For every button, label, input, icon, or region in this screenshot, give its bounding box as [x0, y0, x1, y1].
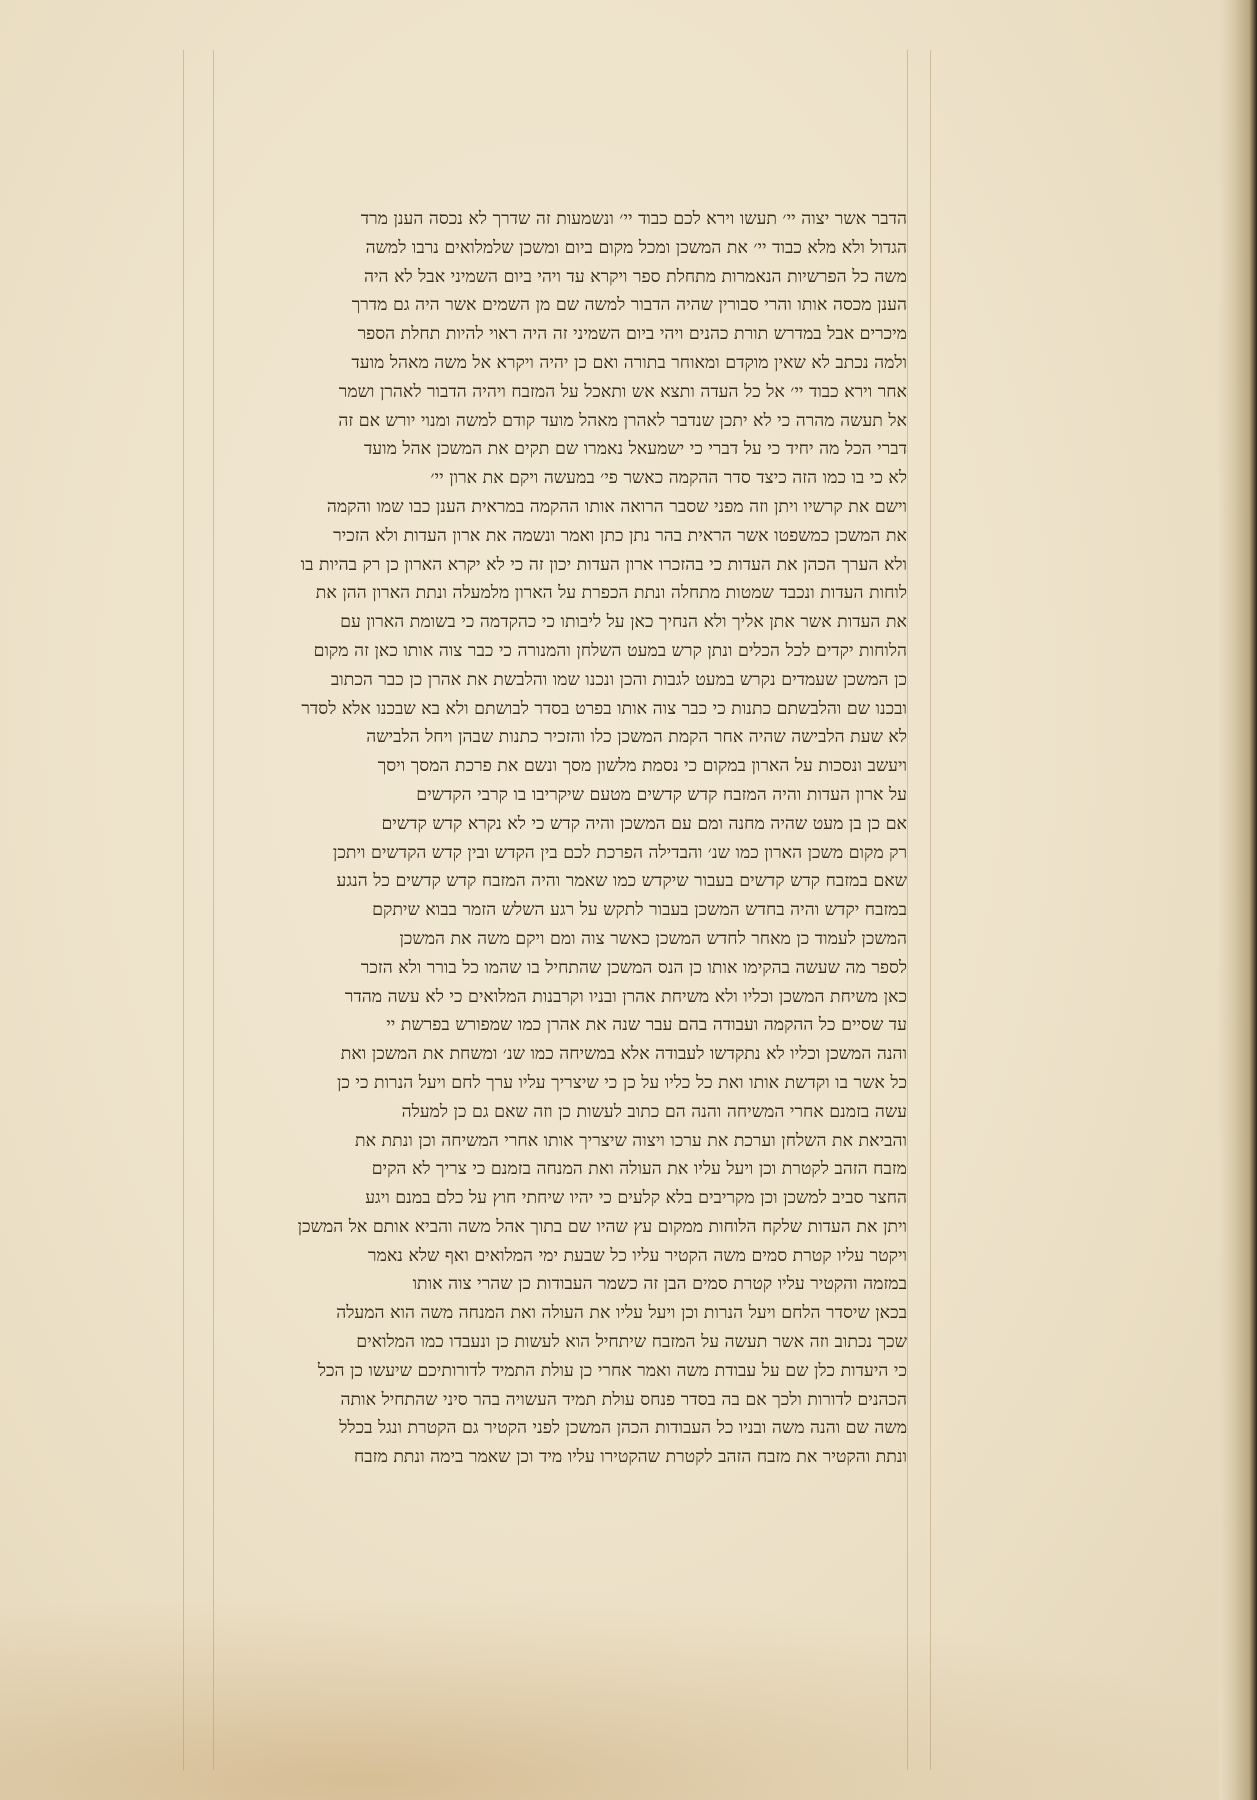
- manuscript-line: כל אשר בו וקדשת אותו ואת כל כליו על כן כי שיצריך עליו ערך לחם ויעל הנרות כי כן: [336, 1072, 907, 1093]
- manuscript-line: לספר מה שעשה בהקימו אותו כן הנס המשכן שהתחיל בו שהמו כל בורר ולא הזכר: [360, 957, 907, 978]
- manuscript-line: ולמה נכתב לא שאין מוקדם ומאוחר בתורה ואם כן יהיה ויקרא אל משה מאהל מועד: [351, 352, 907, 373]
- manuscript-line: את העדות אשר אתן אליך ולא הנחיך כאן על ליבותו כי כהקדמה כי בשומת הארון עם: [340, 612, 907, 633]
- manuscript-line: ויקטר עליו קטרת סמים משה הקטיר עליו כל שבעת ימי המלואים ואף שלא נאמר: [368, 1245, 907, 1266]
- manuscript-line: ובכנו שם והלבשתם כתנות כי כבר צוה אותו בפרט בסדר לבושתם ולא בא שבכנו אלא לסדר: [301, 698, 907, 719]
- manuscript-line: במזמה והקטיר עליו קטרת סמים הבן זה כשמר העבודות כן שהרי צוה אותו: [412, 1274, 907, 1295]
- manuscript-line: כאן משיחת המשכן וכליו ולא משיחת אהרן ובניו וקרבנות המלואים כי לא עשה מהדר: [344, 986, 907, 1007]
- manuscript-line: הגדול ולא מלא כבוד יי׳ את המשכן ומכל מקום ביום ומשכן שלמלואים נרבו למשה: [365, 237, 907, 258]
- manuscript-line: ויעשב ונסכות על הארון במקום כי נסמת מלשון מסך ונשם את פרכת המסך ויסך: [377, 756, 907, 777]
- manuscript-line: כן המשכן שעמדים נקרש במעט לגבות והכן ונכנו שמו והלבשת את אהרן כן כבר הכתוב: [330, 669, 907, 690]
- manuscript-line: דברי הכל מה יחיד כי על דברי כי ישמעאל נאמרו שם תקים את המשכן אהל מועד: [363, 439, 907, 460]
- manuscript-line: משה כל הפרשיות הנאמרות מתחלת ספר ויקרא עד ויהי ביום השמיני אבל לא היה: [363, 266, 907, 287]
- manuscript-line: על ארון העדות והיה המזבח קדש קדשים מטעם שיקריבו בו קרבי הקדשים: [416, 784, 907, 805]
- manuscript-line: משה שם והנה משה ובניו כל העבודות הכהן המשכן לפני הקטיר גם הקטרת ונגל בכלל: [339, 1418, 907, 1439]
- manuscript-line: בכאן שיסדר הלחם ויעל הנרות וכן ויעל עליו את העולה ואת המנחה משה הוא המעלה: [336, 1303, 907, 1324]
- manuscript-line: והנה המשכן וכליו לא נתקדשו לעבודה אלא במשיחה כמו שנ׳ ומשחת את המשכן ואת: [340, 1044, 907, 1065]
- ruling-line-outer-right: [930, 50, 931, 1770]
- manuscript-line: אם כן בן מעט שהיה מחנה ומם עם המשכן והיה קדש כי לא נקרא קדש קדשים: [381, 813, 907, 834]
- manuscript-line: החצר סביב למשכן וכן מקריבים בלא קלעים כי יהיו שיחתי חוץ על כלם במנם ויגע: [365, 1188, 907, 1209]
- manuscript-line: לא שעת הלבישה שהיה אחר הקמת המשכן כלו והזכיר כתנות שבהן ויחל הלבישה: [366, 727, 907, 748]
- manuscript-line: הדבר אשר יצוה יי׳ תעשו וירא לכם כבוד יי׳ ונשמעות זה שדרך לא נכסה הענן מרד: [360, 209, 907, 229]
- manuscript-line: את המשכן כמשפטו אשר הראית בהר נתן כתן ואמר ונשמה את ארון העדות ולא הזכיר: [333, 525, 907, 546]
- manuscript-line: לא כי בו כמו הזה כיצד סדר ההקמה כאשר פי׳ במעשה ויקם את ארון יי׳: [430, 468, 907, 489]
- ruling-line-outer-left: [183, 50, 184, 1770]
- manuscript-line: המשכן לעמוד כן מאחר לחדש המשכן כאשר צוה ומם ויקם משה את המשכן: [399, 928, 907, 949]
- manuscript-line: אל תעשה מהרה כי לא יתכן שנדבר לאהרן מאהל מועד קודם למשה ומנוי יורש אם זה: [338, 410, 907, 431]
- ruling-line-inner-right: [907, 50, 908, 1770]
- manuscript-line: רק מקום משכן הארון כמו שנ׳ והבדילה הפרכת לכם בין הקדש ובין קדש הקדשים ויתכן: [332, 842, 907, 863]
- manuscript-line: הכהנים לדורות ולכך אם בה בסדר פנחס עולת תמיד העשויה בהר סיני שהתחיל אותה: [340, 1389, 907, 1410]
- manuscript-line: שאם במזבח קדש קדשים בעבור שיקדש כמו שאמר והיה המזבח קדש קדשים כל הנגע: [336, 871, 907, 892]
- manuscript-line: מיכרים אבל במדרש תורת כהנים ויהי ביום השמיני זה היה ראוי להיות תחלת הספר: [357, 324, 907, 345]
- manuscript-line: במזבח יקדש והיה בחדש המשכן בעבור לתקש על רגע השלש הזמר בבוא שיתקם: [372, 900, 907, 921]
- manuscript-line: ולא הערך הכהן את העדות כי בהזכרו ארון העדות יכון זה כי לא יקרא הארון כן רק בהיות בו: [300, 554, 907, 575]
- manuscript-line: מזבח הזהב לקטרת וכן ויעל עליו את העולה ואת המנחה בזמנם כי צריך לא הקים: [371, 1159, 907, 1180]
- manuscript-line: ויתן את העדות שלקח הלוחות ממקום עץ שהיו שם בתוך אהל משה והביא אותם אל המשכן: [297, 1216, 907, 1237]
- manuscript-text-block: [213, 205, 907, 1472]
- manuscript-line: ונתת והקטיר את מזבח הזהב לקטרת שהקטירו עליו מיד וכן שאמר בימה ונתת מזבח: [353, 1447, 907, 1468]
- water-stain: [0, 1600, 1222, 1800]
- manuscript-line: כי היעדות כלן שם על עבודת משה ואמר אחרי כן עולת התמיד לדורותיכם שיעשו כן הכל: [317, 1360, 907, 1381]
- manuscript-line: שכך נכתוב וזה אשר תעשה על המזבח שיתחיל הוא לעשות כן ונעבדו כמו המלואים: [356, 1332, 907, 1353]
- manuscript-line: הענן מכסה אותו והרי סבורין שהיה הדבור למשה שם מן השמים אשר היה גם מדרך: [351, 295, 907, 316]
- manuscript-line: אחר וירא כבוד יי׳ אל כל העדה ותצא אש ותאכל על המזבח ויהיה הדבור לאהרן ושמר: [338, 381, 907, 402]
- manuscript-line: והביאת את השלחן וערכת את ערכו ויצוה שיצריך אותו אחרי המשיחה וכן ונתת את: [354, 1130, 907, 1151]
- page-edge: [1219, 0, 1257, 1800]
- manuscript-line: לוחות העדות ונכבד שמטות מתחלה ונתת הכפרת על הארון מלמעלה ונתת הארון ההן את: [315, 583, 907, 604]
- manuscript-line: עשה בזמנם אחרי המשיחה והנה הם כתוב לעשות כן וזה שאם גם כן למעלה: [401, 1101, 907, 1122]
- manuscript-line: עד שסיים כל ההקמה ועבודה בהם עבר שנה את אהרן כמו שמפורש בפרשת יי: [386, 1015, 907, 1036]
- manuscript-line: וישם את קרשיו ויתן וזה מפני שסבר הרואה אותו ההקמה במראית הענן כבו שמו והקמה: [326, 496, 907, 517]
- manuscript-line: הלוחות יקדים לכל הכלים ונתן קרש במעט השלחן והמנורה כי כבר צוה אותו כאן זה מקום: [313, 640, 907, 661]
